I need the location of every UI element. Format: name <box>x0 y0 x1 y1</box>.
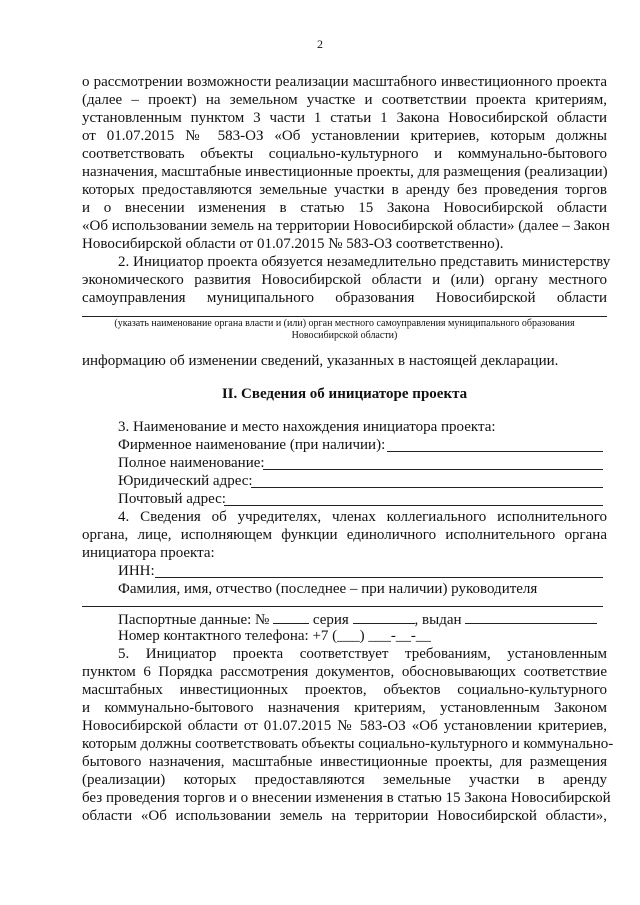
item-5-line: без проведения торгов и о внесении изменения в статью 15 Закона Новосибирской <box>82 790 611 806</box>
authority-hint-2: Новосибирской области) <box>291 330 398 341</box>
passport-issued-label: , выдан <box>414 612 462 628</box>
full-name-line <box>263 469 603 470</box>
legal-address-line <box>251 487 603 488</box>
item-5-line: и коммунально-бытового назначения критериям, установленным Законом <box>82 700 607 716</box>
item-4-line: 4. Сведения об учредителях, членах коллегиального исполнительного <box>118 509 607 525</box>
paragraph-1-line: установленным пунктом 3 части 1 статьи 1 Закона Новосибирской области <box>82 110 607 126</box>
postal-address-label: Почтовый адрес: <box>118 491 226 507</box>
postal-address-line <box>224 505 603 506</box>
item-5-line: области «Об использовании земель на территории Новосибирской области», <box>82 808 607 824</box>
item-4-line: органа, лице, исполняющем функции единоличного исполнительного органа <box>82 527 607 543</box>
paragraph-1-line: (далее – проект) на земельном участке и соответствии проекта критериям, <box>82 92 607 108</box>
full-name-label: Полное наименование: <box>118 455 265 471</box>
paragraph-1-line: Новосибирской области от 01.07.2015 № 583-ОЗ соответственно). <box>82 236 504 252</box>
legal-address-label: Юридический адрес: <box>118 473 253 489</box>
item-5-line: 5. Инициатор проекта соответствует требованиям, установленным <box>118 646 607 662</box>
inn-label: ИНН: <box>118 563 155 579</box>
passport-issued-field <box>465 609 597 624</box>
paragraph-1-line: «Об использовании земель на территории Новосибирской области» (далее – Закон <box>82 218 610 234</box>
paragraph-2-end: информацию об изменении сведений, указанных в настоящей декларации. <box>82 353 559 369</box>
item-5-line: (реализации) которых предоставляются земельные участки в аренду <box>82 772 607 788</box>
paragraph-1-line: назначения, масштабные инвестиционные проекты, для размещения (реализации) <box>82 164 608 180</box>
paragraph-2-line: 2. Инициатор проекта обязуется незамедлительно представить министерству <box>118 254 611 270</box>
item-5-line: Новосибирской области от 01.07.2015 № 583-ОЗ «Об установлении критериев, <box>82 718 607 734</box>
paragraph-2-line: экономического развития Новосибирской области и (или) органу местного <box>82 272 607 288</box>
item-5-line: масштабных инвестиционных проектов, объектов социально-культурного <box>82 682 607 698</box>
item-5-line: бытового назначения, масштабные инвестиционные проекты, для размещения <box>82 754 607 770</box>
paragraph-1-line: соответствовать объекты социально-культурного и коммунально-бытового <box>82 146 607 162</box>
authority-hint: (указать наименование органа власти и (или) орган местного самоуправления муниципального образования <box>114 318 575 329</box>
passport-series-label: серия <box>312 612 349 628</box>
page-number: 2 <box>317 37 323 51</box>
director-name-label: Фамилия, имя, отчество (последнее – при наличии) руководителя <box>118 581 538 597</box>
passport-number-field <box>273 609 309 624</box>
item-5-line: которым должны соответствовать объекты социально-культурного и коммунально- <box>82 736 614 752</box>
passport-series-field <box>353 609 415 624</box>
paragraph-1-line: о рассмотрении возможности реализации масштабного инвестиционного проекта <box>82 74 607 90</box>
paragraph-2-line: самоуправления муниципального образования Новосибирской области <box>82 290 607 306</box>
director-name-line <box>82 606 603 607</box>
phone-row: Номер контактного телефона: +7 (___) ___-__-__ <box>118 628 431 644</box>
inn-line <box>155 577 603 578</box>
firm-name-label: Фирменное наименование (при наличии): <box>118 437 386 453</box>
paragraph-1-line: и о внесении изменения в статью 15 Закона Новосибирской области <box>82 200 607 216</box>
authority-fill-line <box>82 316 607 317</box>
passport-label: Паспортные данные: № <box>118 612 270 628</box>
item-3-heading: 3. Наименование и место нахождения инициатора проекта: <box>118 419 496 435</box>
item-5-line: пунктом 6 Порядка рассмотрения документов, обосновывающих соответствие <box>82 664 607 680</box>
paragraph-1-line: от 01.07.2015 № 583-ОЗ «Об установлении критериев, которым должны <box>82 128 607 144</box>
passport-row <box>118 609 607 629</box>
firm-name-line <box>387 451 603 452</box>
section-title: II. Сведения об инициаторе проекта <box>221 386 468 402</box>
item-4-line: инициатора проекта: <box>82 545 215 561</box>
paragraph-1-line: которых предоставляются земельные участки в аренду без проведения торгов <box>82 182 607 198</box>
